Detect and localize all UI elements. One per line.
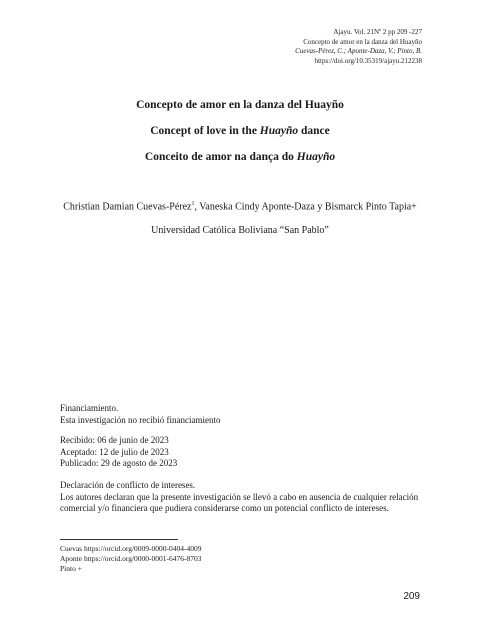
funding-text: Esta investigación no recibió financiamiento <box>60 414 221 425</box>
title-english <box>0 124 480 138</box>
footnotes <box>60 544 202 574</box>
title-block <box>0 98 480 176</box>
affiliation: Universidad Católica Boliviana “San Pablo” <box>151 225 329 236</box>
funding-heading: Financiamiento. <box>60 403 119 413</box>
title-portuguese-pre: Conceito de amor na dança do <box>144 151 297 163</box>
date-accepted: Aceptado: 12 de julio de 2023 <box>60 446 169 457</box>
journal-header <box>295 28 422 66</box>
footnote-aponte[interactable]: Aponte https://orcid.org/0000-0001-6476-8703 <box>60 554 202 563</box>
title-english-italic: Huayño <box>259 125 299 137</box>
title-english-pre: Concept of love in the <box>150 125 260 137</box>
title-spanish: Concepto de amor en la danza del Huayño <box>136 99 344 111</box>
title-portuguese-italic: Huayño <box>296 151 336 163</box>
author-first: Christian Damian Cuevas-Pérez <box>63 201 192 213</box>
author-rest: , Vaneska Cindy Aponte-Daza y Bismarck Pinto Tapia+ <box>194 201 417 213</box>
footnote-divider <box>60 539 178 540</box>
doi-link[interactable]: https://doi.org/10.35319/ajayu.212238 <box>314 56 422 65</box>
running-authors: Cuevas-Pérez, C.; Aponte-Daza, V.; Pinto, B. <box>295 47 422 55</box>
date-received: Recibido: 06 de junio de 2023 <box>60 435 169 445</box>
conflict-text: Los autores declaran que la presente investigación se llevó a cabo en ausencia de cualquier relación comercial y/o financiera que pudiera considerarse como un potencial conflicto de intereses. <box>60 491 419 513</box>
footnote-pinto: Pinto + <box>60 564 82 573</box>
author-first-footnote-mark: 1 <box>191 201 195 207</box>
title-portuguese <box>0 150 480 164</box>
page-number: 209 <box>403 591 420 602</box>
date-published: Publicado: 29 de agosto de 2023 <box>60 458 178 468</box>
running-title: Concepto de amor en la danza del Huayño <box>303 37 422 46</box>
conflict-section <box>60 480 430 515</box>
funding-section <box>60 403 430 426</box>
footnote-cuevas[interactable]: Cuevas https://orcid.org/0009-0000-0404-4009 <box>60 544 202 553</box>
author-list <box>0 198 480 213</box>
conflict-heading: Declaración de conflicto de intereses. <box>60 480 196 490</box>
journal-volume: Ajayu. Vol. 21Nº 2 pp 209 -227 <box>333 28 422 36</box>
dates-section <box>60 435 430 470</box>
title-english-post: dance <box>298 125 330 137</box>
